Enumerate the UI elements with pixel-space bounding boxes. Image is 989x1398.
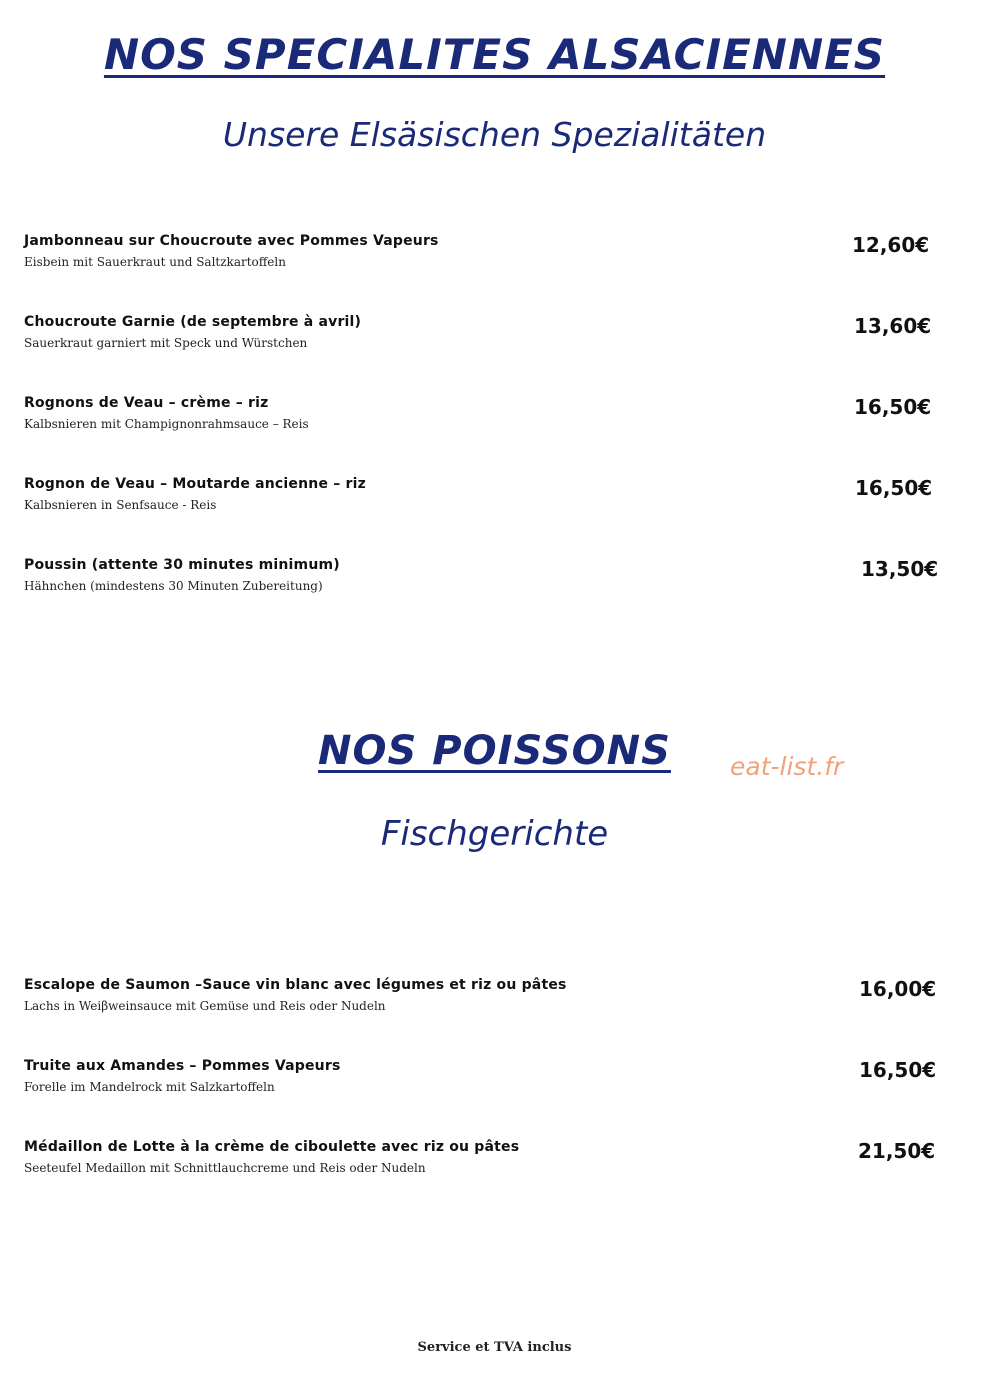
section-subtitle-alsatian: Unsere Elsäsischen Spezialitäten — [222, 115, 767, 154]
menu-item-price: 16,00€ — [859, 977, 937, 1001]
section-title-fish-text: NOS POISSONS — [318, 728, 671, 774]
menu-item-name: Poussin (attente 30 minutes minimum) — [24, 557, 340, 573]
menu-item-description: Eisbein mit Sauerkraut und Saltzkartoffeln — [24, 255, 286, 269]
menu-item-description: Sauerkraut garniert mit Speck und Würstchen — [24, 336, 308, 350]
menu-item — [24, 977, 944, 1013]
menu-item-description: Seeteufel Medaillon mit Schnittlauchcreme und Reis oder Nudeln — [24, 1161, 426, 1175]
section-title-alsatian-text: NOS SPECIALITES ALSACIENNES — [103, 30, 886, 79]
menu-item-description: Kalbsnieren mit Champignonrahmsauce – Reis — [24, 417, 309, 431]
menu-item-name: Escalope de Saumon –Sauce vin blanc avec légumes et riz ou pâtes — [24, 977, 567, 993]
menu-item-name: Médaillon de Lotte à la crème de ciboulette avec riz ou pâtes — [24, 1139, 520, 1155]
menu-item — [24, 476, 944, 512]
menu-item — [24, 233, 944, 269]
menu-item-name: Truite aux Amandes – Pommes Vapeurs — [24, 1058, 341, 1074]
menu-item-name: Rognon de Veau – Moutarde ancienne – riz — [24, 476, 366, 492]
menu-item-name: Jambonneau sur Choucroute avec Pommes Vapeurs — [24, 233, 439, 249]
menu-item-name: Choucroute Garnie (de septembre à avril) — [24, 314, 362, 330]
menu-item-description: Kalbsnieren in Senfsauce - Reis — [24, 498, 217, 512]
menu-item-price: 16,50€ — [855, 476, 933, 500]
menu-item-price: 13,60€ — [854, 314, 932, 338]
menu-item-price: 16,50€ — [854, 395, 932, 419]
menu-item-description: Lachs in Weiβweinsauce mit Gemüse und Reis oder Nudeln — [24, 999, 386, 1013]
menu-item — [24, 395, 944, 431]
section-title-alsatian — [0, 30, 989, 79]
menu-item-name: Rognons de Veau – crème – riz — [24, 395, 269, 411]
menu-item-price: 21,50€ — [858, 1139, 936, 1163]
menu-item-price: 13,50€ — [861, 557, 939, 581]
menu-item-price: 16,50€ — [859, 1058, 937, 1082]
menu-item-description: Hähnchen (mindestens 30 Minuten Zubereitung) — [24, 579, 323, 593]
watermark: eat-list.fr — [730, 752, 844, 781]
menu-item — [24, 557, 944, 593]
section-subtitle-fish: Fischgerichte — [380, 814, 609, 854]
menu-item — [24, 1058, 944, 1094]
menu-item — [24, 314, 944, 350]
menu-item-description: Forelle im Mandelrock mit Salzkartoffeln — [24, 1080, 275, 1094]
menu-item — [24, 1139, 944, 1175]
menu-item-price: 12,60€ — [852, 233, 930, 257]
footer-note: Service et TVA inclus — [417, 1340, 572, 1355]
